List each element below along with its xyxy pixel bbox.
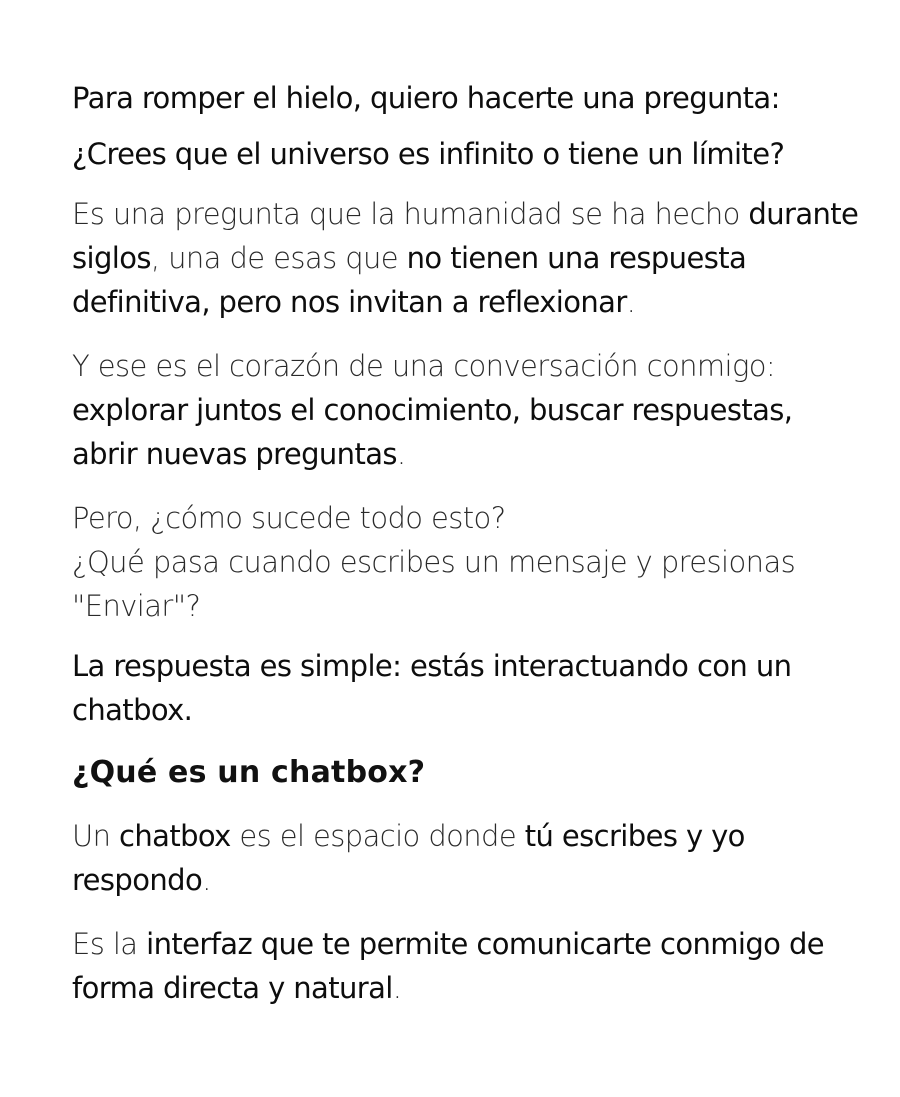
paragraph-question: ¿Crees que el universo es infinito o tiene un límite? [72, 137, 785, 171]
text-emphasis: tú escribes y yo respondo [72, 819, 745, 897]
text-emphasis: durante siglos [72, 197, 859, 275]
text-light: Un [72, 819, 120, 853]
paragraph-conversation [72, 344, 862, 476]
text-light: . [396, 437, 406, 471]
paragraph-chatbox-definition [72, 814, 862, 902]
text-light: . [392, 971, 402, 1005]
text-light: Es la [72, 927, 147, 961]
paragraph-reflection [72, 192, 862, 324]
text-light: . [626, 285, 636, 319]
text-line: Pero, ¿cómo sucede todo esto? [72, 501, 506, 535]
paragraph-interface [72, 922, 862, 1010]
text-emphasis: chatbox [119, 819, 231, 853]
text-emphasis: explorar juntos el conocimiento, buscar respuestas, abrir nuevas preguntas [72, 393, 793, 471]
text-light: . [202, 863, 211, 897]
section-heading: ¿Qué es un chatbox? [72, 755, 426, 790]
text-emphasis: no tienen una respuesta definitiva, pero nos invitan a reflexionar [72, 241, 747, 319]
paragraph-how-it-works [72, 496, 862, 628]
paragraph-intro: Para romper el hielo, quiero hacerte una pregunta: [72, 81, 780, 115]
text-light: Es una pregunta que la humanidad se ha hecho [72, 197, 749, 231]
document-page [72, 76, 862, 1010]
text-light: Y ese es el corazón de una conversación conmigo: [72, 349, 776, 383]
text-emphasis: interfaz que te permite comunicarte conmigo de forma directa y natural [72, 927, 824, 1005]
paragraph-answer: La respuesta es simple: estás interactuando con un chatbox. [72, 649, 792, 727]
text-light: es el espacio donde [230, 819, 525, 853]
text-light: , una de esas que [150, 241, 407, 275]
text-line: ¿Qué pasa cuando escribes un mensaje y presionas "Enviar"? [72, 545, 796, 623]
